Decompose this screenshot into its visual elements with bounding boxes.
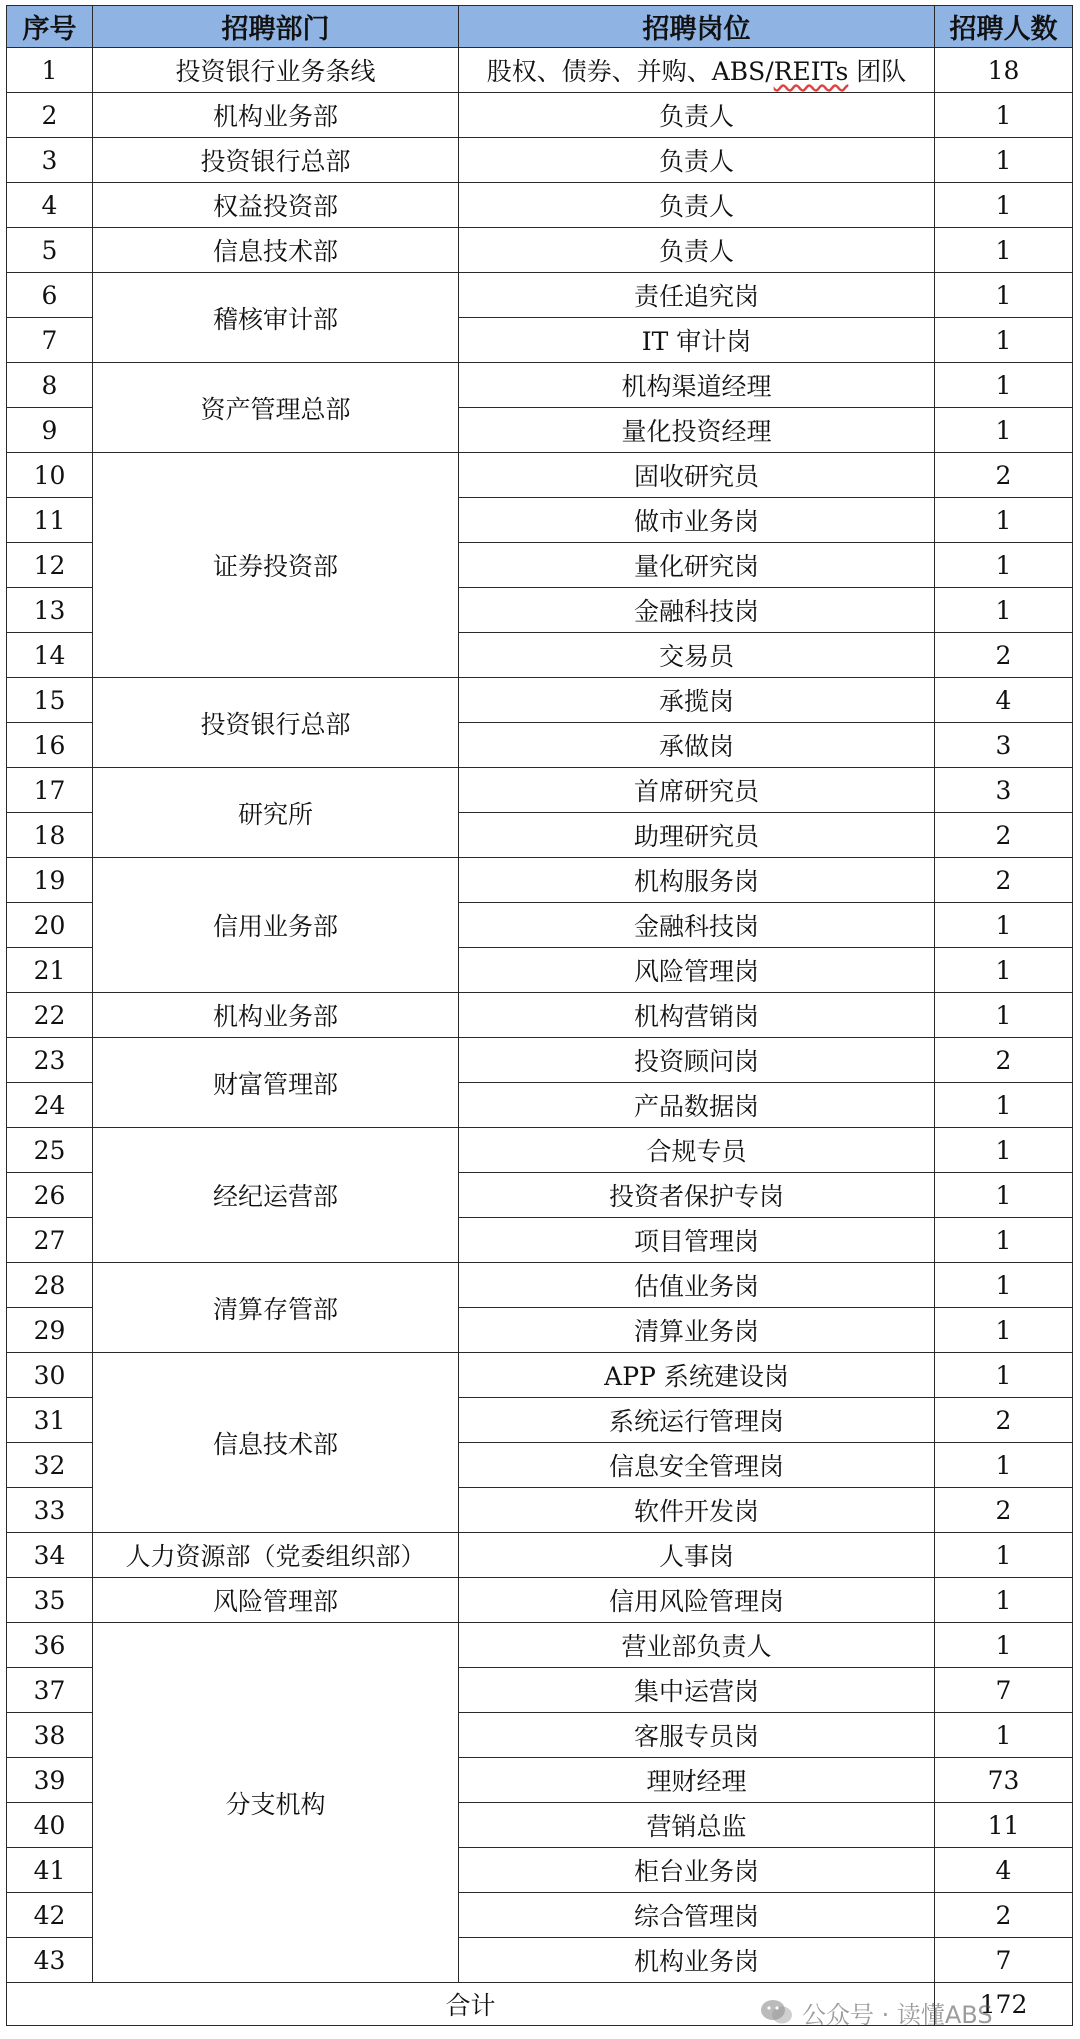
row-headcount: 1 bbox=[935, 1308, 1073, 1353]
row-number: 18 bbox=[7, 813, 93, 858]
row-department: 信用业务部 bbox=[93, 858, 459, 993]
row-department: 经纪运营部 bbox=[93, 1128, 459, 1263]
row-position: 项目管理岗 bbox=[459, 1218, 935, 1263]
table-row bbox=[7, 1263, 1073, 1308]
table-row bbox=[7, 1353, 1073, 1398]
row-number: 38 bbox=[7, 1713, 93, 1758]
row-position: 交易员 bbox=[459, 633, 935, 678]
row-position: 金融科技岗 bbox=[459, 588, 935, 633]
row-headcount: 11 bbox=[935, 1803, 1073, 1848]
row-department: 研究所 bbox=[93, 768, 459, 858]
table-row bbox=[7, 93, 1073, 138]
row-number: 36 bbox=[7, 1623, 93, 1668]
row-number: 31 bbox=[7, 1398, 93, 1443]
row-number: 5 bbox=[7, 228, 93, 273]
row-position: 集中运营岗 bbox=[459, 1668, 935, 1713]
row-department: 风险管理部 bbox=[93, 1578, 459, 1623]
row-position: 承做岗 bbox=[459, 723, 935, 768]
row-headcount: 1 bbox=[935, 1218, 1073, 1263]
row-headcount: 1 bbox=[935, 1173, 1073, 1218]
row-number: 6 bbox=[7, 273, 93, 318]
row-position: 承揽岗 bbox=[459, 678, 935, 723]
row-headcount: 1 bbox=[935, 543, 1073, 588]
row-number: 41 bbox=[7, 1848, 93, 1893]
table-row bbox=[7, 138, 1073, 183]
row-headcount: 1 bbox=[935, 1083, 1073, 1128]
row-number: 29 bbox=[7, 1308, 93, 1353]
row-position: IT 审计岗 bbox=[459, 318, 935, 363]
row-headcount: 1 bbox=[935, 183, 1073, 228]
row-department: 清算存管部 bbox=[93, 1263, 459, 1353]
row-headcount: 1 bbox=[935, 93, 1073, 138]
row-headcount: 2 bbox=[935, 633, 1073, 678]
row-headcount: 1 bbox=[935, 363, 1073, 408]
row-headcount: 1 bbox=[935, 1353, 1073, 1398]
row-headcount: 18 bbox=[935, 48, 1073, 93]
row-position: 投资顾问岗 bbox=[459, 1038, 935, 1083]
row-department: 信息技术部 bbox=[93, 1353, 459, 1533]
row-headcount: 2 bbox=[935, 813, 1073, 858]
total-row bbox=[7, 1983, 1073, 2026]
row-number: 9 bbox=[7, 408, 93, 453]
table-row bbox=[7, 678, 1073, 723]
row-position: 理财经理 bbox=[459, 1758, 935, 1803]
row-position: 金融科技岗 bbox=[459, 903, 935, 948]
row-headcount: 1 bbox=[935, 993, 1073, 1038]
row-number: 21 bbox=[7, 948, 93, 993]
row-number: 3 bbox=[7, 138, 93, 183]
row-position: 客服专员岗 bbox=[459, 1713, 935, 1758]
row-headcount: 1 bbox=[935, 1578, 1073, 1623]
row-number: 40 bbox=[7, 1803, 93, 1848]
row-headcount: 1 bbox=[935, 1713, 1073, 1758]
row-position: 做市业务岗 bbox=[459, 498, 935, 543]
row-headcount: 4 bbox=[935, 1848, 1073, 1893]
row-number: 22 bbox=[7, 993, 93, 1038]
row-headcount: 73 bbox=[935, 1758, 1073, 1803]
row-position: 量化研究岗 bbox=[459, 543, 935, 588]
row-number: 25 bbox=[7, 1128, 93, 1173]
table-row bbox=[7, 993, 1073, 1038]
row-number: 12 bbox=[7, 543, 93, 588]
row-position: 清算业务岗 bbox=[459, 1308, 935, 1353]
row-department: 分支机构 bbox=[93, 1623, 459, 1983]
row-headcount: 2 bbox=[935, 1893, 1073, 1938]
row-headcount: 1 bbox=[935, 1263, 1073, 1308]
row-number: 35 bbox=[7, 1578, 93, 1623]
row-number: 42 bbox=[7, 1893, 93, 1938]
row-position: 机构渠道经理 bbox=[459, 363, 935, 408]
row-headcount: 2 bbox=[935, 453, 1073, 498]
table-row bbox=[7, 183, 1073, 228]
row-headcount: 1 bbox=[935, 273, 1073, 318]
row-position: 机构服务岗 bbox=[459, 858, 935, 903]
row-number: 15 bbox=[7, 678, 93, 723]
row-number: 37 bbox=[7, 1668, 93, 1713]
row-headcount: 2 bbox=[935, 858, 1073, 903]
row-position: 营销总监 bbox=[459, 1803, 935, 1848]
row-position: 机构业务岗 bbox=[459, 1938, 935, 1983]
spellcheck-underline: REITs bbox=[773, 57, 849, 86]
row-position: 负责人 bbox=[459, 93, 935, 138]
table-row bbox=[7, 228, 1073, 273]
table-row bbox=[7, 1128, 1073, 1173]
row-number: 4 bbox=[7, 183, 93, 228]
row-department: 机构业务部 bbox=[93, 993, 459, 1038]
header-department: 招聘部门 bbox=[93, 6, 459, 48]
row-headcount: 1 bbox=[935, 903, 1073, 948]
row-department: 资产管理总部 bbox=[93, 363, 459, 453]
row-department: 财富管理部 bbox=[93, 1038, 459, 1128]
row-number: 14 bbox=[7, 633, 93, 678]
row-position: 人事岗 bbox=[459, 1533, 935, 1578]
header-headcount: 招聘人数 bbox=[935, 6, 1073, 48]
row-number: 39 bbox=[7, 1758, 93, 1803]
recruitment-table bbox=[6, 5, 1073, 2026]
row-position: APP 系统建设岗 bbox=[459, 1353, 935, 1398]
table-row bbox=[7, 1578, 1073, 1623]
row-department: 投资银行总部 bbox=[93, 678, 459, 768]
row-number: 28 bbox=[7, 1263, 93, 1308]
table-row bbox=[7, 858, 1073, 903]
row-number: 7 bbox=[7, 318, 93, 363]
row-number: 24 bbox=[7, 1083, 93, 1128]
header-row bbox=[7, 6, 1073, 48]
row-department: 稽核审计部 bbox=[93, 273, 459, 363]
row-headcount: 1 bbox=[935, 1533, 1073, 1578]
table-row bbox=[7, 363, 1073, 408]
row-position: 估值业务岗 bbox=[459, 1263, 935, 1308]
row-headcount: 1 bbox=[935, 948, 1073, 993]
row-position: 信息安全管理岗 bbox=[459, 1443, 935, 1488]
row-number: 32 bbox=[7, 1443, 93, 1488]
row-position: 产品数据岗 bbox=[459, 1083, 935, 1128]
row-headcount: 2 bbox=[935, 1398, 1073, 1443]
row-headcount: 1 bbox=[935, 588, 1073, 633]
table-row bbox=[7, 1038, 1073, 1083]
row-position: 投资者保护专岗 bbox=[459, 1173, 935, 1218]
row-position: 量化投资经理 bbox=[459, 408, 935, 453]
table-row bbox=[7, 48, 1073, 93]
watermark-text: 公众号 · 读懂ABS bbox=[802, 2000, 993, 2029]
row-position: 合规专员 bbox=[459, 1128, 935, 1173]
row-headcount: 2 bbox=[935, 1488, 1073, 1533]
row-headcount: 3 bbox=[935, 723, 1073, 768]
row-number: 20 bbox=[7, 903, 93, 948]
header-number: 序号 bbox=[7, 6, 93, 48]
total-label: 合计 bbox=[7, 1983, 935, 2026]
total-count: 172 bbox=[935, 1983, 1073, 2026]
row-headcount: 1 bbox=[935, 498, 1073, 543]
row-position: 助理研究员 bbox=[459, 813, 935, 858]
row-department: 投资银行业务条线 bbox=[93, 48, 459, 93]
row-headcount: 7 bbox=[935, 1938, 1073, 1983]
row-department: 权益投资部 bbox=[93, 183, 459, 228]
row-number: 10 bbox=[7, 453, 93, 498]
row-number: 1 bbox=[7, 48, 93, 93]
row-position: 风险管理岗 bbox=[459, 948, 935, 993]
row-position: 柜台业务岗 bbox=[459, 1848, 935, 1893]
row-position: 股权、债券、并购、ABS/REITs 团队 bbox=[459, 48, 935, 93]
row-number: 16 bbox=[7, 723, 93, 768]
row-position: 综合管理岗 bbox=[459, 1893, 935, 1938]
row-headcount: 4 bbox=[935, 678, 1073, 723]
row-position: 营业部负责人 bbox=[459, 1623, 935, 1668]
header-position: 招聘岗位 bbox=[459, 6, 935, 48]
row-position: 系统运行管理岗 bbox=[459, 1398, 935, 1443]
row-number: 27 bbox=[7, 1218, 93, 1263]
row-number: 26 bbox=[7, 1173, 93, 1218]
table-row bbox=[7, 273, 1073, 318]
row-number: 19 bbox=[7, 858, 93, 903]
row-position: 软件开发岗 bbox=[459, 1488, 935, 1533]
row-number: 30 bbox=[7, 1353, 93, 1398]
row-position: 负责人 bbox=[459, 138, 935, 183]
table-body bbox=[7, 48, 1073, 1983]
row-position: 责任追究岗 bbox=[459, 273, 935, 318]
row-number: 17 bbox=[7, 768, 93, 813]
row-position: 负责人 bbox=[459, 183, 935, 228]
row-department: 证券投资部 bbox=[93, 453, 459, 678]
row-department: 投资银行总部 bbox=[93, 138, 459, 183]
row-position: 信用风险管理岗 bbox=[459, 1578, 935, 1623]
table-row bbox=[7, 768, 1073, 813]
row-headcount: 1 bbox=[935, 138, 1073, 183]
row-department: 机构业务部 bbox=[93, 93, 459, 138]
row-headcount: 7 bbox=[935, 1668, 1073, 1713]
row-headcount: 1 bbox=[935, 228, 1073, 273]
row-headcount: 2 bbox=[935, 1038, 1073, 1083]
table-row bbox=[7, 453, 1073, 498]
row-number: 43 bbox=[7, 1938, 93, 1983]
row-headcount: 1 bbox=[935, 318, 1073, 363]
row-number: 13 bbox=[7, 588, 93, 633]
row-headcount: 1 bbox=[935, 1623, 1073, 1668]
row-headcount: 3 bbox=[935, 768, 1073, 813]
row-position: 固收研究员 bbox=[459, 453, 935, 498]
row-headcount: 1 bbox=[935, 408, 1073, 453]
row-department: 信息技术部 bbox=[93, 228, 459, 273]
row-number: 34 bbox=[7, 1533, 93, 1578]
row-number: 11 bbox=[7, 498, 93, 543]
table-row bbox=[7, 1623, 1073, 1668]
row-headcount: 1 bbox=[935, 1443, 1073, 1488]
row-department: 人力资源部（党委组织部） bbox=[93, 1533, 459, 1578]
table-row bbox=[7, 1533, 1073, 1578]
row-position: 负责人 bbox=[459, 228, 935, 273]
row-headcount: 1 bbox=[935, 1128, 1073, 1173]
row-number: 8 bbox=[7, 363, 93, 408]
row-number: 2 bbox=[7, 93, 93, 138]
row-position: 首席研究员 bbox=[459, 768, 935, 813]
row-position: 机构营销岗 bbox=[459, 993, 935, 1038]
row-number: 23 bbox=[7, 1038, 93, 1083]
row-number: 33 bbox=[7, 1488, 93, 1533]
